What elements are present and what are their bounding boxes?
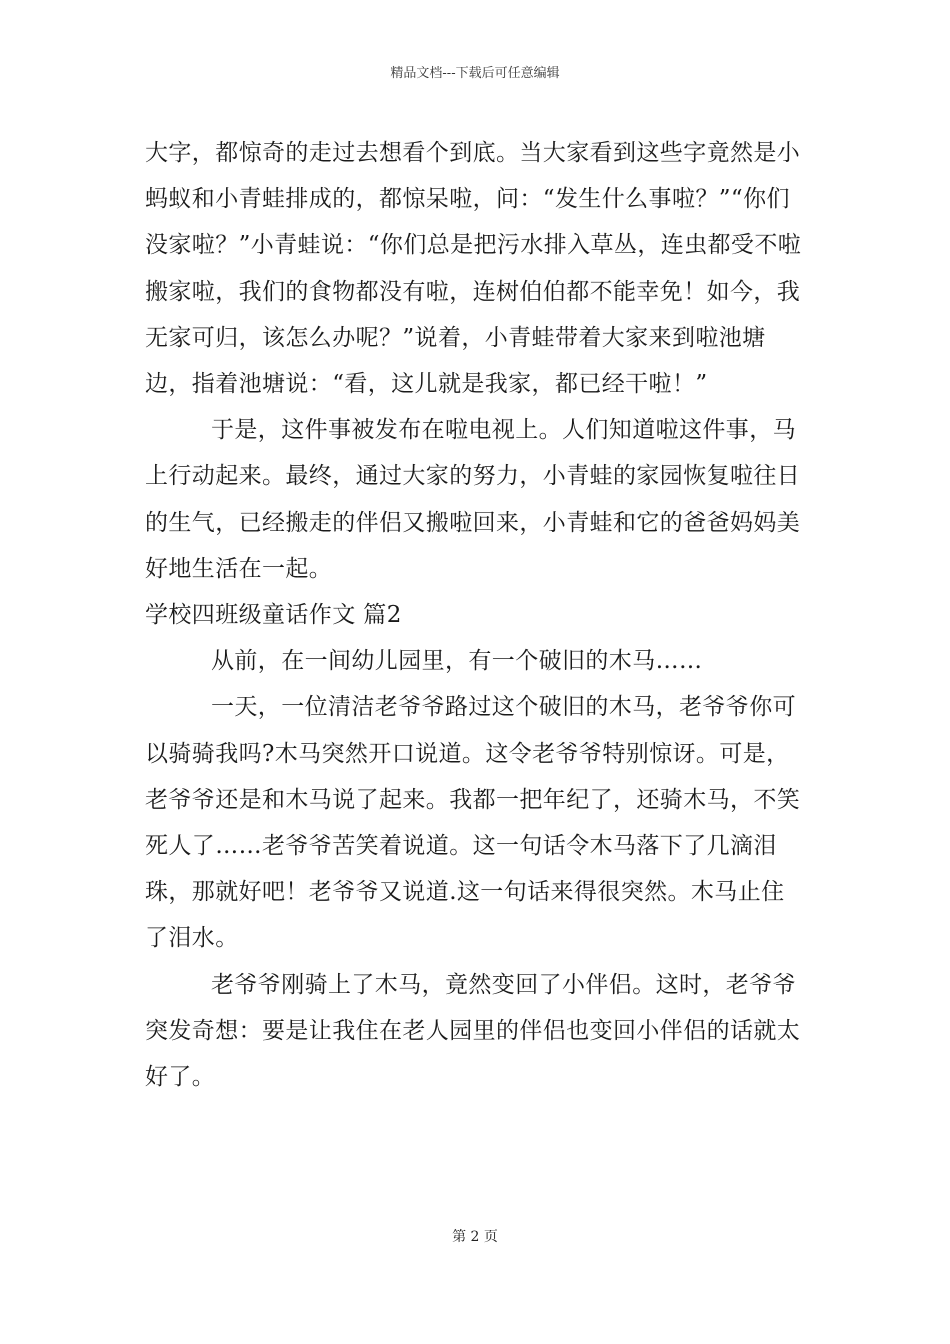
paragraph: 一天，一位清洁老爷爷路过这个破旧的木马，老爷爷你可以骑骑我吗?木马突然开口说道。这令老爷爷特别惊讶。可是，老爷爷还是和木马说了起来。我都一把年纪了，还骑木马，不笑死人了……老爷爷苦笑着说道。这一句话令木马落下了几滴泪珠，那就好吧！老爷爷又说道.这一句话来得很突然。木马止住了泪水。 bbox=[145, 694, 801, 952]
paragraph: 于是，这件事被发布在啦电视上。人们知道啦这件事，马上行动起来。最终，通过大家的努力，小青蛙的家园恢复啦往日的生气，已经搬走的伴侣又搬啦回来，小青蛙和它的爸爸妈妈美好地生活在一起。 bbox=[145, 417, 801, 582]
page-header: 精品文档---下载后可任意编辑 bbox=[390, 66, 560, 81]
section-heading: 学校四班级童话作文 篇2 bbox=[145, 602, 402, 629]
page-number: 第 2 页 bbox=[452, 1229, 498, 1245]
paragraph: 老爷爷刚骑上了木马，竟然变回了小伴侣。这时，老爷爷突发奇想：要是让我住在老人园里的伴侣也变回小伴侣的话就太好了。 bbox=[145, 971, 801, 1091]
paragraph: 从前，在一间幼儿园里，有一个破旧的木马…… bbox=[211, 648, 703, 675]
paragraph-continuation: 大字，都惊奇的走过去想看个到底。当大家看到这些字竟然是小蚂蚁和小青蛙排成的，都惊呆啦，问：“发生什么事啦？”“你们没家啦？”小青蛙说：“你们总是把污水排入草丛，连虫都受不啦搬家啦，我们的食物都没有啦，连树伯伯都不能幸免！如今，我无家可归，该怎么办呢？”说着，小青蛙带着大家来到啦池塘边，指着池塘说：“看，这儿就是我家，都已经干啦！” bbox=[145, 140, 802, 398]
document-body bbox=[145, 130, 805, 1100]
